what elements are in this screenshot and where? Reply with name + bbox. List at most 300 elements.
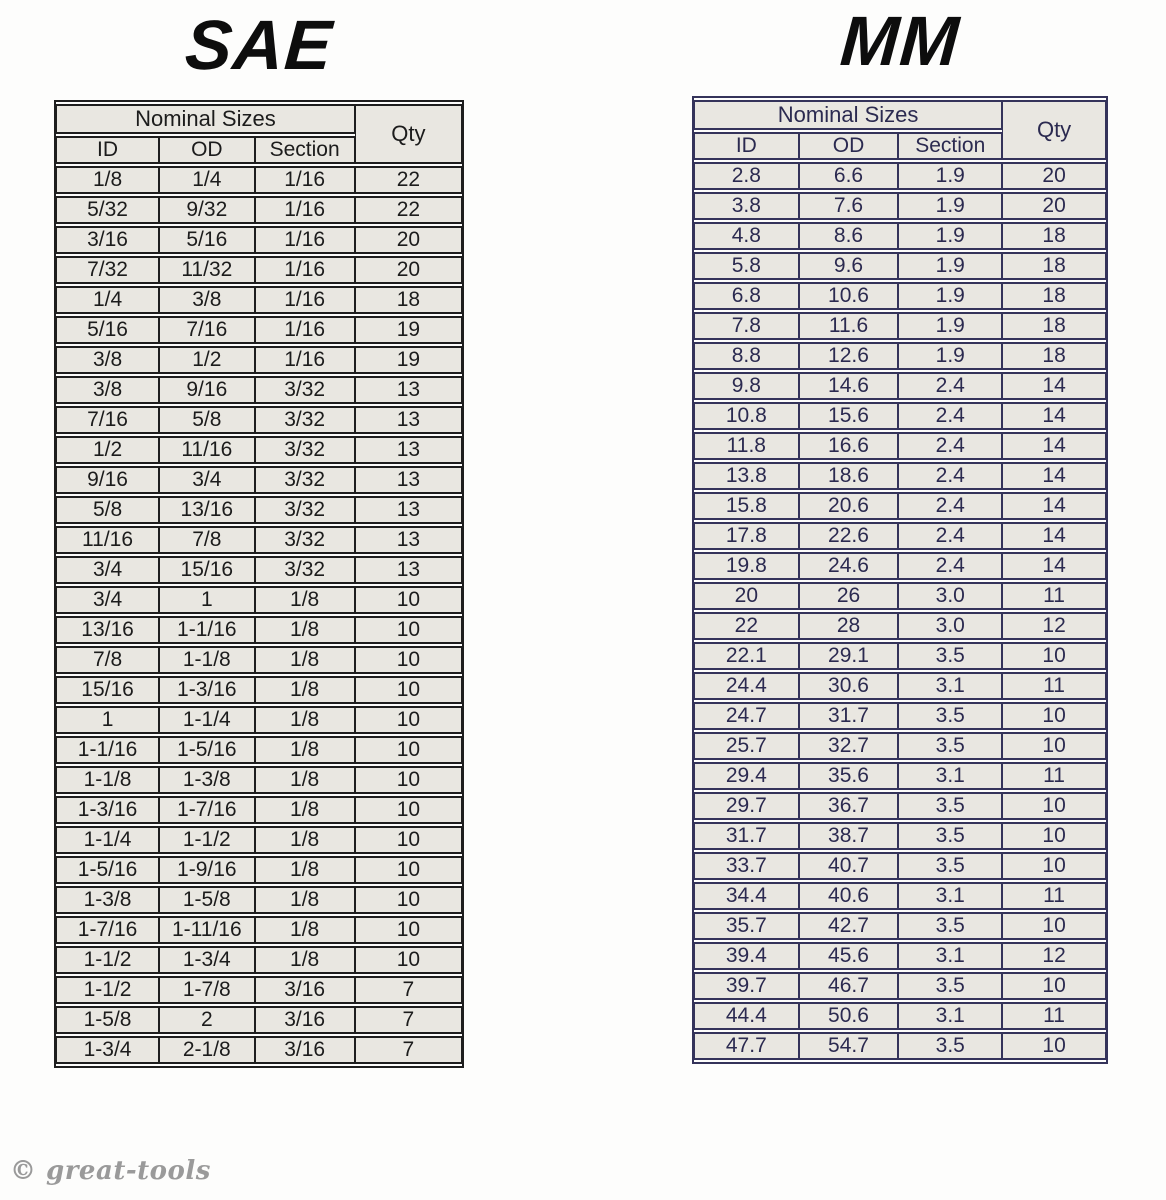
table-cell: 3.8 (694, 192, 799, 220)
table-row (56, 766, 462, 794)
table-cell: 3/4 (56, 586, 159, 614)
table-cell: 40.7 (799, 852, 899, 880)
table-cell: 7/32 (56, 256, 159, 284)
table-cell: 29.1 (799, 642, 899, 670)
table-row (694, 672, 1106, 700)
table-cell: 14 (1002, 432, 1106, 460)
table-cell: 3/8 (56, 346, 159, 374)
table-cell: 19 (355, 316, 462, 344)
table-row (694, 432, 1106, 460)
table-cell: 14 (1002, 492, 1106, 520)
table-cell: 1/8 (255, 916, 355, 944)
table-cell: 22 (694, 612, 799, 640)
table-cell: 1-1/8 (159, 646, 254, 674)
table-cell: 8.8 (694, 342, 799, 370)
table-cell: 13 (355, 436, 462, 464)
sae-title: SAE (182, 6, 336, 84)
table-cell: 14 (1002, 402, 1106, 430)
table-cell: 3.0 (898, 582, 1002, 610)
sae-table-body (56, 166, 462, 1064)
table-cell: 12 (1002, 942, 1106, 970)
table-row (56, 286, 462, 314)
table-cell: 2.4 (898, 522, 1002, 550)
table-cell: 4.8 (694, 222, 799, 250)
table-cell: 14.6 (799, 372, 899, 400)
table-cell: 5/16 (159, 226, 254, 254)
table-cell: 3.1 (898, 942, 1002, 970)
table-cell: 1/8 (255, 826, 355, 854)
table-cell: 24.4 (694, 672, 799, 700)
table-cell: 11/32 (159, 256, 254, 284)
table-cell: 1/8 (255, 736, 355, 764)
table-cell: 13.8 (694, 462, 799, 490)
table-row (694, 642, 1106, 670)
table-cell: 1/8 (255, 856, 355, 884)
table-cell: 2 (159, 1006, 254, 1034)
table-cell: 3/4 (159, 466, 254, 494)
table-cell: 1-3/4 (159, 946, 254, 974)
table-cell: 18 (1002, 222, 1106, 250)
table-cell: 1-3/8 (159, 766, 254, 794)
table-cell: 1-7/16 (159, 796, 254, 824)
table-cell: 3.5 (898, 642, 1002, 670)
table-cell: 14 (1002, 552, 1106, 580)
table-cell: 1/16 (255, 286, 355, 314)
table-cell: 1/16 (255, 256, 355, 284)
table-cell: 18 (1002, 252, 1106, 280)
table-cell: 3.5 (898, 852, 1002, 880)
table-cell: 11 (1002, 762, 1106, 790)
table-cell: 3.5 (898, 972, 1002, 1000)
table-cell: 11/16 (159, 436, 254, 464)
table-cell: 3/32 (255, 376, 355, 404)
table-row (694, 792, 1106, 820)
table-cell: 31.7 (799, 702, 899, 730)
table-cell: 13 (355, 526, 462, 554)
table-row (56, 856, 462, 884)
table-cell: 3/32 (255, 406, 355, 434)
table-cell: 13/16 (159, 496, 254, 524)
table-row (694, 402, 1106, 430)
table-header-row (694, 100, 1106, 130)
table-cell: 20 (1002, 192, 1106, 220)
mm-title: MM (837, 2, 963, 80)
table-cell: 7/16 (56, 406, 159, 434)
table-row (56, 886, 462, 914)
table-cell: 1-1/2 (56, 946, 159, 974)
table-cell: 15.6 (799, 402, 899, 430)
table-cell: 7.8 (694, 312, 799, 340)
table-cell: 1 (159, 586, 254, 614)
table-cell: 2.4 (898, 492, 1002, 520)
table-cell: 11.8 (694, 432, 799, 460)
table-cell: 3/32 (255, 496, 355, 524)
table-row (56, 1006, 462, 1034)
table-cell: 15.8 (694, 492, 799, 520)
table-cell: 13/16 (56, 616, 159, 644)
table-cell: 1-5/16 (159, 736, 254, 764)
mm-size-table (692, 96, 1108, 1064)
table-cell: 35.7 (694, 912, 799, 940)
table-cell: 11 (1002, 582, 1106, 610)
table-cell: 3/16 (255, 1036, 355, 1064)
table-row (694, 732, 1106, 760)
table-cell: 1.9 (898, 192, 1002, 220)
table-cell: 54.7 (799, 1032, 899, 1060)
table-cell: 3.5 (898, 732, 1002, 760)
table-cell: 17.8 (694, 522, 799, 550)
table-cell: 3/16 (255, 1006, 355, 1034)
table-cell: 2.4 (898, 402, 1002, 430)
table-cell: 1/8 (56, 166, 159, 194)
table-cell: 50.6 (799, 1002, 899, 1030)
table-cell: 10 (1002, 642, 1106, 670)
table-cell: 22 (355, 166, 462, 194)
table-row (56, 706, 462, 734)
table-cell: 1-5/8 (159, 886, 254, 914)
table-row (694, 912, 1106, 940)
table-row (56, 466, 462, 494)
table-cell: 1-3/8 (56, 886, 159, 914)
table-cell: 10 (355, 676, 462, 704)
table-row (694, 942, 1106, 970)
table-cell: 13 (355, 496, 462, 524)
table-cell: 24.7 (694, 702, 799, 730)
table-cell: 3.1 (898, 672, 1002, 700)
table-cell: 5/8 (56, 496, 159, 524)
table-cell: 26 (799, 582, 899, 610)
table-row (694, 762, 1106, 790)
table-cell: 29.7 (694, 792, 799, 820)
table-row (694, 462, 1106, 490)
table-row (56, 796, 462, 824)
table-row (56, 496, 462, 524)
table-cell: 1/8 (255, 946, 355, 974)
table-cell: 3/32 (255, 466, 355, 494)
table-cell: 1/8 (255, 706, 355, 734)
table-cell: 19 (355, 346, 462, 374)
table-cell: 3.1 (898, 882, 1002, 910)
table-cell: 35.6 (799, 762, 899, 790)
table-cell: 2.4 (898, 552, 1002, 580)
table-cell: 3/16 (255, 976, 355, 1004)
table-cell: 1-3/4 (56, 1036, 159, 1064)
table-cell: 10 (355, 916, 462, 944)
table-row (56, 646, 462, 674)
table-cell: 1/8 (255, 796, 355, 824)
table-cell: 20 (1002, 162, 1106, 190)
table-row (56, 256, 462, 284)
sae-col-header-od: OD (159, 136, 254, 164)
table-cell: 10 (1002, 702, 1106, 730)
table-cell: 1.9 (898, 222, 1002, 250)
table-cell: 13 (355, 376, 462, 404)
table-cell: 6.8 (694, 282, 799, 310)
table-cell: 13 (355, 406, 462, 434)
table-row (56, 1036, 462, 1064)
table-cell: 42.7 (799, 912, 899, 940)
table-cell: 1/8 (255, 586, 355, 614)
table-cell: 1.9 (898, 162, 1002, 190)
table-cell: 46.7 (799, 972, 899, 1000)
table-cell: 8.6 (799, 222, 899, 250)
sae-col-header-section: Section (255, 136, 355, 164)
table-cell: 13 (355, 556, 462, 584)
copyright-watermark: © great-tools (10, 1156, 211, 1186)
table-row (56, 406, 462, 434)
table-row (694, 252, 1106, 280)
sae-nominal-sizes-header: Nominal Sizes (56, 104, 355, 134)
table-cell: 10 (355, 766, 462, 794)
table-cell: 3/32 (255, 526, 355, 554)
table-cell: 20 (694, 582, 799, 610)
table-row (694, 372, 1106, 400)
table-cell: 7 (355, 976, 462, 1004)
table-cell: 10 (355, 946, 462, 974)
table-row (56, 586, 462, 614)
table-cell: 30.6 (799, 672, 899, 700)
table-cell: 1-1/16 (159, 616, 254, 644)
table-cell: 24.6 (799, 552, 899, 580)
mm-nominal-sizes-header: Nominal Sizes (694, 100, 1002, 130)
table-cell: 1-1/2 (159, 826, 254, 854)
table-cell: 40.6 (799, 882, 899, 910)
table-cell: 18 (1002, 342, 1106, 370)
table-row (694, 312, 1106, 340)
table-cell: 10 (1002, 1032, 1106, 1060)
table-cell: 10 (355, 736, 462, 764)
table-cell: 1 (56, 706, 159, 734)
table-cell: 5/8 (159, 406, 254, 434)
table-cell: 3.5 (898, 822, 1002, 850)
table-row (56, 946, 462, 974)
table-cell: 7.6 (799, 192, 899, 220)
table-cell: 32.7 (799, 732, 899, 760)
table-cell: 31.7 (694, 822, 799, 850)
table-cell: 3/8 (56, 376, 159, 404)
sae-col-header-id: ID (56, 136, 159, 164)
table-row (694, 282, 1106, 310)
table-row (694, 882, 1106, 910)
table-cell: 29.4 (694, 762, 799, 790)
table-cell: 1/8 (255, 646, 355, 674)
table-cell: 1.9 (898, 252, 1002, 280)
table-cell: 9/16 (56, 466, 159, 494)
table-cell: 18 (355, 286, 462, 314)
table-cell: 3.1 (898, 762, 1002, 790)
table-cell: 9/32 (159, 196, 254, 224)
table-cell: 9.8 (694, 372, 799, 400)
table-cell: 10 (355, 826, 462, 854)
table-cell: 11 (1002, 1002, 1106, 1030)
table-cell: 10 (355, 796, 462, 824)
table-cell: 2.4 (898, 372, 1002, 400)
table-cell: 10 (1002, 912, 1106, 940)
table-cell: 11 (1002, 882, 1106, 910)
table-row (694, 222, 1106, 250)
table-cell: 22.1 (694, 642, 799, 670)
table-cell: 7/16 (159, 316, 254, 344)
table-row (56, 676, 462, 704)
table-row (56, 346, 462, 374)
table-cell: 34.4 (694, 882, 799, 910)
table-row (694, 552, 1106, 580)
table-row (56, 316, 462, 344)
table-cell: 10.6 (799, 282, 899, 310)
table-cell: 22.6 (799, 522, 899, 550)
table-cell: 6.6 (799, 162, 899, 190)
table-cell: 1.9 (898, 342, 1002, 370)
table-row (694, 342, 1106, 370)
mm-table-body (694, 162, 1106, 1060)
table-row (56, 436, 462, 464)
table-row (56, 736, 462, 764)
table-header-row (56, 104, 462, 134)
table-cell: 5/32 (56, 196, 159, 224)
table-cell: 1-3/16 (159, 676, 254, 704)
table-cell: 12 (1002, 612, 1106, 640)
table-row (694, 582, 1106, 610)
table-cell: 2.4 (898, 432, 1002, 460)
table-row (694, 852, 1106, 880)
table-cell: 10 (355, 886, 462, 914)
table-cell: 18 (1002, 312, 1106, 340)
table-cell: 10 (1002, 852, 1106, 880)
table-cell: 7 (355, 1036, 462, 1064)
table-cell: 1/4 (159, 166, 254, 194)
table-cell: 1/16 (255, 166, 355, 194)
table-cell: 10 (355, 616, 462, 644)
table-cell: 20 (355, 226, 462, 254)
table-cell: 1-1/16 (56, 736, 159, 764)
mm-col-header-id: ID (694, 132, 799, 160)
sae-size-table (54, 100, 464, 1068)
table-cell: 2.8 (694, 162, 799, 190)
table-cell: 1/2 (56, 436, 159, 464)
table-cell: 3/32 (255, 436, 355, 464)
table-row (694, 192, 1106, 220)
table-row (56, 376, 462, 404)
table-cell: 1-7/16 (56, 916, 159, 944)
sae-qty-header: Qty (355, 104, 462, 164)
table-cell: 11/16 (56, 526, 159, 554)
table-cell: 39.7 (694, 972, 799, 1000)
table-cell: 1/8 (255, 616, 355, 644)
table-cell: 33.7 (694, 852, 799, 880)
mm-col-header-section: Section (898, 132, 1002, 160)
table-cell: 1/8 (255, 676, 355, 704)
table-cell: 1-5/8 (56, 1006, 159, 1034)
table-row (694, 702, 1106, 730)
table-row (694, 492, 1106, 520)
table-row (694, 822, 1106, 850)
mm-col-header-od: OD (799, 132, 899, 160)
table-cell: 3/16 (56, 226, 159, 254)
table-cell: 3.5 (898, 912, 1002, 940)
table-cell: 14 (1002, 522, 1106, 550)
table-cell: 10.8 (694, 402, 799, 430)
table-cell: 20 (355, 256, 462, 284)
table-cell: 10 (355, 646, 462, 674)
table-cell: 10 (1002, 792, 1106, 820)
table-cell: 11.6 (799, 312, 899, 340)
table-cell: 1.9 (898, 312, 1002, 340)
table-cell: 18.6 (799, 462, 899, 490)
table-cell: 19.8 (694, 552, 799, 580)
table-cell: 10 (355, 706, 462, 734)
table-cell: 3.5 (898, 702, 1002, 730)
table-cell: 3.5 (898, 792, 1002, 820)
table-cell: 7/8 (159, 526, 254, 554)
table-cell: 1.9 (898, 282, 1002, 310)
table-cell: 3/32 (255, 556, 355, 584)
sae-section (54, 4, 464, 1068)
table-cell: 12.6 (799, 342, 899, 370)
mm-section (692, 0, 1108, 1064)
table-cell: 3.0 (898, 612, 1002, 640)
table-row (694, 522, 1106, 550)
table-cell: 25.7 (694, 732, 799, 760)
table-row (56, 196, 462, 224)
table-cell: 14 (1002, 462, 1106, 490)
table-cell: 1-5/16 (56, 856, 159, 884)
table-cell: 22 (355, 196, 462, 224)
table-cell: 3/4 (56, 556, 159, 584)
table-cell: 13 (355, 466, 462, 494)
table-cell: 10 (1002, 972, 1106, 1000)
table-row (56, 166, 462, 194)
table-cell: 1/8 (255, 766, 355, 794)
table-cell: 1/16 (255, 196, 355, 224)
table-cell: 7 (355, 1006, 462, 1034)
table-cell: 1-11/16 (159, 916, 254, 944)
table-cell: 16.6 (799, 432, 899, 460)
table-row (694, 162, 1106, 190)
table-cell: 39.4 (694, 942, 799, 970)
table-cell: 45.6 (799, 942, 899, 970)
table-cell: 14 (1002, 372, 1106, 400)
table-cell: 18 (1002, 282, 1106, 310)
table-row (694, 612, 1106, 640)
table-cell: 1-1/8 (56, 766, 159, 794)
table-cell: 10 (355, 856, 462, 884)
table-cell: 28 (799, 612, 899, 640)
table-cell: 10 (1002, 822, 1106, 850)
table-cell: 1/2 (159, 346, 254, 374)
table-row (56, 226, 462, 254)
table-cell: 2.4 (898, 462, 1002, 490)
table-cell: 9.6 (799, 252, 899, 280)
table-cell: 1-7/8 (159, 976, 254, 1004)
table-cell: 1/16 (255, 316, 355, 344)
table-cell: 3/8 (159, 286, 254, 314)
table-cell: 11 (1002, 672, 1106, 700)
table-cell: 1-1/4 (56, 826, 159, 854)
table-cell: 1/8 (255, 886, 355, 914)
table-cell: 15/16 (159, 556, 254, 584)
table-cell: 10 (355, 586, 462, 614)
table-row (694, 972, 1106, 1000)
table-cell: 1/16 (255, 346, 355, 374)
table-cell: 47.7 (694, 1032, 799, 1060)
table-row (56, 616, 462, 644)
table-cell: 1-9/16 (159, 856, 254, 884)
table-cell: 38.7 (799, 822, 899, 850)
table-row (56, 556, 462, 584)
table-cell: 2-1/8 (159, 1036, 254, 1064)
table-cell: 5/16 (56, 316, 159, 344)
table-row (694, 1002, 1106, 1030)
